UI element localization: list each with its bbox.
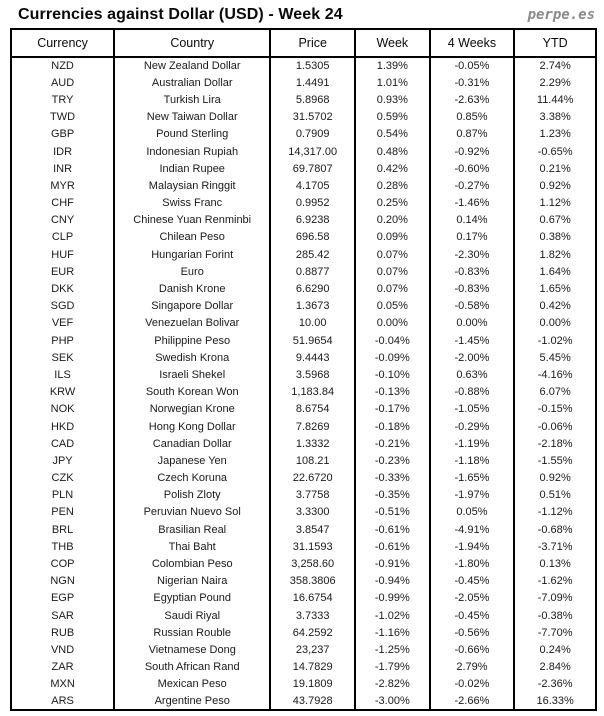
price-cell: 5.8968 <box>270 91 355 108</box>
currency-code-cell: CNY <box>11 212 114 229</box>
four-weeks-change-cell: -0.05% <box>430 57 515 74</box>
table-row <box>11 126 596 143</box>
ytd-change-cell: 1.23% <box>514 126 596 143</box>
table-row <box>11 624 596 641</box>
price-cell: 16.6754 <box>270 590 355 607</box>
ytd-change-cell: 0.92% <box>514 177 596 194</box>
four-weeks-change-cell: -2.30% <box>430 246 515 263</box>
week-change-cell: -0.61% <box>355 521 430 538</box>
week-change-cell: 0.07% <box>355 246 430 263</box>
price-cell: 43.7928 <box>270 693 355 710</box>
four-weeks-change-cell: 2.79% <box>430 659 515 676</box>
column-header-4-weeks: 4 Weeks <box>430 29 515 57</box>
country-cell: Pound Sterling <box>114 126 270 143</box>
four-weeks-change-cell: -0.02% <box>430 676 515 693</box>
ytd-change-cell: 0.51% <box>514 487 596 504</box>
country-cell: Russian Rouble <box>114 624 270 641</box>
header-row <box>11 29 596 57</box>
column-header-price: Price <box>270 29 355 57</box>
week-change-cell: -0.61% <box>355 538 430 555</box>
four-weeks-change-cell: -2.66% <box>430 693 515 710</box>
table-row <box>11 555 596 572</box>
table-row <box>11 435 596 452</box>
table-row <box>11 212 596 229</box>
table-row <box>11 470 596 487</box>
four-weeks-change-cell: -1.46% <box>430 195 515 212</box>
four-weeks-change-cell: -0.83% <box>430 263 515 280</box>
four-weeks-change-cell: -0.29% <box>430 418 515 435</box>
four-weeks-change-cell: -1.94% <box>430 538 515 555</box>
ytd-change-cell: -1.62% <box>514 573 596 590</box>
week-change-cell: 0.59% <box>355 109 430 126</box>
ytd-change-cell: -1.55% <box>514 452 596 469</box>
ytd-change-cell: 0.92% <box>514 470 596 487</box>
price-cell: 3.7758 <box>270 487 355 504</box>
currency-code-cell: PLN <box>11 487 114 504</box>
currency-code-cell: EGP <box>11 590 114 607</box>
week-change-cell: -0.21% <box>355 435 430 452</box>
week-change-cell: 0.05% <box>355 298 430 315</box>
currency-code-cell: SGD <box>11 298 114 315</box>
currency-code-cell: RUB <box>11 624 114 641</box>
week-change-cell: 1.01% <box>355 74 430 91</box>
table-row <box>11 74 596 91</box>
currency-code-cell: HKD <box>11 418 114 435</box>
country-cell: Israeli Shekel <box>114 366 270 383</box>
price-cell: 23,237 <box>270 641 355 658</box>
four-weeks-change-cell: -0.45% <box>430 573 515 590</box>
ytd-change-cell: -0.68% <box>514 521 596 538</box>
table-row <box>11 573 596 590</box>
ytd-change-cell: 0.21% <box>514 160 596 177</box>
country-cell: Malaysian Ringgit <box>114 177 270 194</box>
country-cell: Vietnamese Dong <box>114 641 270 658</box>
price-cell: 1.4491 <box>270 74 355 91</box>
table-row <box>11 315 596 332</box>
week-change-cell: -0.94% <box>355 573 430 590</box>
country-cell: Brasilian Real <box>114 521 270 538</box>
week-change-cell: 0.93% <box>355 91 430 108</box>
table-row <box>11 418 596 435</box>
column-header-currency: Currency <box>11 29 114 57</box>
currency-code-cell: CHF <box>11 195 114 212</box>
ytd-change-cell: 1.82% <box>514 246 596 263</box>
table-row <box>11 332 596 349</box>
column-header-ytd: YTD <box>514 29 596 57</box>
currency-code-cell: MYR <box>11 177 114 194</box>
currency-code-cell: MXN <box>11 676 114 693</box>
currency-code-cell: EUR <box>11 263 114 280</box>
four-weeks-change-cell: -0.92% <box>430 143 515 160</box>
ytd-change-cell: -1.02% <box>514 332 596 349</box>
price-cell: 7.8269 <box>270 418 355 435</box>
currency-code-cell: CZK <box>11 470 114 487</box>
ytd-change-cell: -0.38% <box>514 607 596 624</box>
brand-logo: perpe.es <box>527 7 595 23</box>
week-change-cell: 1.39% <box>355 57 430 74</box>
page-title: Currencies against Dollar (USD) - Week 24 <box>18 6 343 23</box>
price-cell: 22.6720 <box>270 470 355 487</box>
currency-table <box>10 28 597 711</box>
table-row <box>11 384 596 401</box>
ytd-change-cell: 0.67% <box>514 212 596 229</box>
week-change-cell: -0.17% <box>355 401 430 418</box>
country-cell: Venezuelan Bolivar <box>114 315 270 332</box>
price-cell: 14,317.00 <box>270 143 355 160</box>
price-cell: 31.5702 <box>270 109 355 126</box>
country-cell: Japanese Yen <box>114 452 270 469</box>
four-weeks-change-cell: -2.63% <box>430 91 515 108</box>
currency-code-cell: ARS <box>11 693 114 710</box>
price-cell: 3,258.60 <box>270 555 355 572</box>
price-cell: 69.7807 <box>270 160 355 177</box>
week-change-cell: -0.18% <box>355 418 430 435</box>
ytd-change-cell: 0.38% <box>514 229 596 246</box>
week-change-cell: -0.35% <box>355 487 430 504</box>
country-cell: Hong Kong Dollar <box>114 418 270 435</box>
four-weeks-change-cell: 0.17% <box>430 229 515 246</box>
currency-code-cell: GBP <box>11 126 114 143</box>
currency-code-cell: CAD <box>11 435 114 452</box>
table-row <box>11 143 596 160</box>
table-row <box>11 177 596 194</box>
price-cell: 64.2592 <box>270 624 355 641</box>
country-cell: Australian Dollar <box>114 74 270 91</box>
four-weeks-change-cell: 0.14% <box>430 212 515 229</box>
country-cell: South Korean Won <box>114 384 270 401</box>
ytd-change-cell: -1.12% <box>514 504 596 521</box>
week-change-cell: 0.54% <box>355 126 430 143</box>
table-row <box>11 521 596 538</box>
country-cell: Norwegian Krone <box>114 401 270 418</box>
table-row <box>11 298 596 315</box>
table-row <box>11 366 596 383</box>
country-cell: Chilean Peso <box>114 229 270 246</box>
four-weeks-change-cell: -1.97% <box>430 487 515 504</box>
four-weeks-change-cell: 0.85% <box>430 109 515 126</box>
week-change-cell: -0.91% <box>355 555 430 572</box>
currency-code-cell: PEN <box>11 504 114 521</box>
price-cell: 6.6290 <box>270 280 355 297</box>
four-weeks-change-cell: -0.27% <box>430 177 515 194</box>
country-cell: New Taiwan Dollar <box>114 109 270 126</box>
column-header-country: Country <box>114 29 270 57</box>
price-cell: 1.3673 <box>270 298 355 315</box>
table-row <box>11 452 596 469</box>
currency-code-cell: SAR <box>11 607 114 624</box>
currency-code-cell: DKK <box>11 280 114 297</box>
week-change-cell: -0.04% <box>355 332 430 349</box>
week-change-cell: 0.20% <box>355 212 430 229</box>
table-row <box>11 229 596 246</box>
country-cell: Indian Rupee <box>114 160 270 177</box>
week-change-cell: -0.33% <box>355 470 430 487</box>
price-cell: 6.9238 <box>270 212 355 229</box>
country-cell: Czech Koruna <box>114 470 270 487</box>
price-cell: 696.58 <box>270 229 355 246</box>
country-cell: Euro <box>114 263 270 280</box>
four-weeks-change-cell: -0.60% <box>430 160 515 177</box>
week-change-cell: -0.09% <box>355 349 430 366</box>
country-cell: Swiss Franc <box>114 195 270 212</box>
ytd-change-cell: -0.65% <box>514 143 596 160</box>
price-cell: 1.5305 <box>270 57 355 74</box>
ytd-change-cell: -0.06% <box>514 418 596 435</box>
price-cell: 14.7829 <box>270 659 355 676</box>
currency-code-cell: ZAR <box>11 659 114 676</box>
week-change-cell: 0.07% <box>355 280 430 297</box>
ytd-change-cell: 16.33% <box>514 693 596 710</box>
table-row <box>11 641 596 658</box>
week-change-cell: 0.25% <box>355 195 430 212</box>
currency-code-cell: VND <box>11 641 114 658</box>
ytd-change-cell: 3.38% <box>514 109 596 126</box>
week-change-cell: -0.51% <box>355 504 430 521</box>
country-cell: Mexican Peso <box>114 676 270 693</box>
ytd-change-cell: 0.00% <box>514 315 596 332</box>
currency-code-cell: JPY <box>11 452 114 469</box>
currency-code-cell: HUF <box>11 246 114 263</box>
four-weeks-change-cell: -0.45% <box>430 607 515 624</box>
currency-code-cell: KRW <box>11 384 114 401</box>
country-cell: Egyptian Pound <box>114 590 270 607</box>
currency-code-cell: BRL <box>11 521 114 538</box>
ytd-change-cell: -0.15% <box>514 401 596 418</box>
table-row <box>11 57 596 74</box>
ytd-change-cell: -2.36% <box>514 676 596 693</box>
country-cell: New Zealand Dollar <box>114 57 270 74</box>
currency-code-cell: NGN <box>11 573 114 590</box>
ytd-change-cell: 1.12% <box>514 195 596 212</box>
four-weeks-change-cell: -0.88% <box>430 384 515 401</box>
table-row <box>11 263 596 280</box>
week-change-cell: 0.28% <box>355 177 430 194</box>
country-cell: Danish Krone <box>114 280 270 297</box>
country-cell: Philippine Peso <box>114 332 270 349</box>
four-weeks-change-cell: 0.05% <box>430 504 515 521</box>
table-row <box>11 91 596 108</box>
price-cell: 0.9952 <box>270 195 355 212</box>
currency-code-cell: INR <box>11 160 114 177</box>
week-change-cell: -1.16% <box>355 624 430 641</box>
country-cell: Chinese Yuan Renminbi <box>114 212 270 229</box>
four-weeks-change-cell: 0.00% <box>430 315 515 332</box>
four-weeks-change-cell: -0.83% <box>430 280 515 297</box>
currency-code-cell: CLP <box>11 229 114 246</box>
country-cell: Singapore Dollar <box>114 298 270 315</box>
price-cell: 4.1705 <box>270 177 355 194</box>
week-change-cell: -0.23% <box>355 452 430 469</box>
titlebar <box>10 3 597 27</box>
ytd-change-cell: 0.24% <box>514 641 596 658</box>
week-change-cell: 0.42% <box>355 160 430 177</box>
week-change-cell: -2.82% <box>355 676 430 693</box>
price-cell: 3.8547 <box>270 521 355 538</box>
country-cell: Nigerian Naira <box>114 573 270 590</box>
ytd-change-cell: 2.29% <box>514 74 596 91</box>
ytd-change-cell: -3.71% <box>514 538 596 555</box>
table-row <box>11 160 596 177</box>
price-cell: 3.7333 <box>270 607 355 624</box>
four-weeks-change-cell: -1.45% <box>430 332 515 349</box>
price-cell: 358.3806 <box>270 573 355 590</box>
ytd-change-cell: -2.18% <box>514 435 596 452</box>
ytd-change-cell: 0.42% <box>514 298 596 315</box>
four-weeks-change-cell: -2.05% <box>430 590 515 607</box>
column-header-week: Week <box>355 29 430 57</box>
four-weeks-change-cell: -1.19% <box>430 435 515 452</box>
table-row <box>11 676 596 693</box>
currency-code-cell: PHP <box>11 332 114 349</box>
table-header <box>11 29 596 57</box>
currency-code-cell: TRY <box>11 91 114 108</box>
four-weeks-change-cell: -0.31% <box>430 74 515 91</box>
country-cell: Hungarian Forint <box>114 246 270 263</box>
price-cell: 10.00 <box>270 315 355 332</box>
price-cell: 285.42 <box>270 246 355 263</box>
country-cell: Swedish Krona <box>114 349 270 366</box>
table-row <box>11 590 596 607</box>
week-change-cell: 0.07% <box>355 263 430 280</box>
four-weeks-change-cell: -1.65% <box>430 470 515 487</box>
price-cell: 3.3300 <box>270 504 355 521</box>
country-cell: Turkish Lira <box>114 91 270 108</box>
four-weeks-change-cell: -2.00% <box>430 349 515 366</box>
table-body <box>11 57 596 710</box>
four-weeks-change-cell: -0.58% <box>430 298 515 315</box>
currency-code-cell: IDR <box>11 143 114 160</box>
price-cell: 1.3332 <box>270 435 355 452</box>
week-change-cell: -1.25% <box>355 641 430 658</box>
table-row <box>11 280 596 297</box>
price-cell: 108.21 <box>270 452 355 469</box>
currency-code-cell: SEK <box>11 349 114 366</box>
week-change-cell: -0.13% <box>355 384 430 401</box>
ytd-change-cell: 2.84% <box>514 659 596 676</box>
four-weeks-change-cell: -1.18% <box>430 452 515 469</box>
table-row <box>11 195 596 212</box>
currency-code-cell: AUD <box>11 74 114 91</box>
price-cell: 51.9654 <box>270 332 355 349</box>
four-weeks-change-cell: 0.63% <box>430 366 515 383</box>
currency-code-cell: VEF <box>11 315 114 332</box>
ytd-change-cell: 0.13% <box>514 555 596 572</box>
country-cell: South African Rand <box>114 659 270 676</box>
price-cell: 1,183.84 <box>270 384 355 401</box>
table-row <box>11 693 596 710</box>
ytd-change-cell: 11.44% <box>514 91 596 108</box>
country-cell: Polish Zloty <box>114 487 270 504</box>
table-row <box>11 246 596 263</box>
four-weeks-change-cell: -1.80% <box>430 555 515 572</box>
week-change-cell: 0.48% <box>355 143 430 160</box>
four-weeks-change-cell: -1.05% <box>430 401 515 418</box>
country-cell: Colombian Peso <box>114 555 270 572</box>
price-cell: 8.6754 <box>270 401 355 418</box>
four-weeks-change-cell: -0.66% <box>430 641 515 658</box>
country-cell: Thai Baht <box>114 538 270 555</box>
table-row <box>11 349 596 366</box>
price-cell: 3.5968 <box>270 366 355 383</box>
ytd-change-cell: 1.64% <box>514 263 596 280</box>
ytd-change-cell: 5.45% <box>514 349 596 366</box>
price-cell: 9.4443 <box>270 349 355 366</box>
ytd-change-cell: 1.65% <box>514 280 596 297</box>
week-change-cell: 0.09% <box>355 229 430 246</box>
four-weeks-change-cell: -4.91% <box>430 521 515 538</box>
ytd-change-cell: 2.74% <box>514 57 596 74</box>
country-cell: Saudi Riyal <box>114 607 270 624</box>
four-weeks-change-cell: -0.56% <box>430 624 515 641</box>
week-change-cell: -3.00% <box>355 693 430 710</box>
price-cell: 19.1809 <box>270 676 355 693</box>
ytd-change-cell: -7.70% <box>514 624 596 641</box>
table-row <box>11 109 596 126</box>
ytd-change-cell: -4.16% <box>514 366 596 383</box>
currency-code-cell: NOK <box>11 401 114 418</box>
country-cell: Peruvian Nuevo Sol <box>114 504 270 521</box>
currency-code-cell: ILS <box>11 366 114 383</box>
table-row <box>11 504 596 521</box>
table-row <box>11 487 596 504</box>
currency-code-cell: THB <box>11 538 114 555</box>
price-cell: 31.1593 <box>270 538 355 555</box>
week-change-cell: -1.79% <box>355 659 430 676</box>
currency-code-cell: NZD <box>11 57 114 74</box>
currency-code-cell: COP <box>11 555 114 572</box>
currency-code-cell: TWD <box>11 109 114 126</box>
country-cell: Argentine Peso <box>114 693 270 710</box>
table-row <box>11 538 596 555</box>
week-change-cell: -0.10% <box>355 366 430 383</box>
table-row <box>11 659 596 676</box>
table-row <box>11 401 596 418</box>
country-cell: Canadian Dollar <box>114 435 270 452</box>
price-cell: 0.7909 <box>270 126 355 143</box>
price-cell: 0.8877 <box>270 263 355 280</box>
week-change-cell: 0.00% <box>355 315 430 332</box>
four-weeks-change-cell: 0.87% <box>430 126 515 143</box>
table-row <box>11 607 596 624</box>
week-change-cell: -0.99% <box>355 590 430 607</box>
ytd-change-cell: 6.07% <box>514 384 596 401</box>
ytd-change-cell: -7.09% <box>514 590 596 607</box>
country-cell: Indonesian Rupiah <box>114 143 270 160</box>
week-change-cell: -1.02% <box>355 607 430 624</box>
